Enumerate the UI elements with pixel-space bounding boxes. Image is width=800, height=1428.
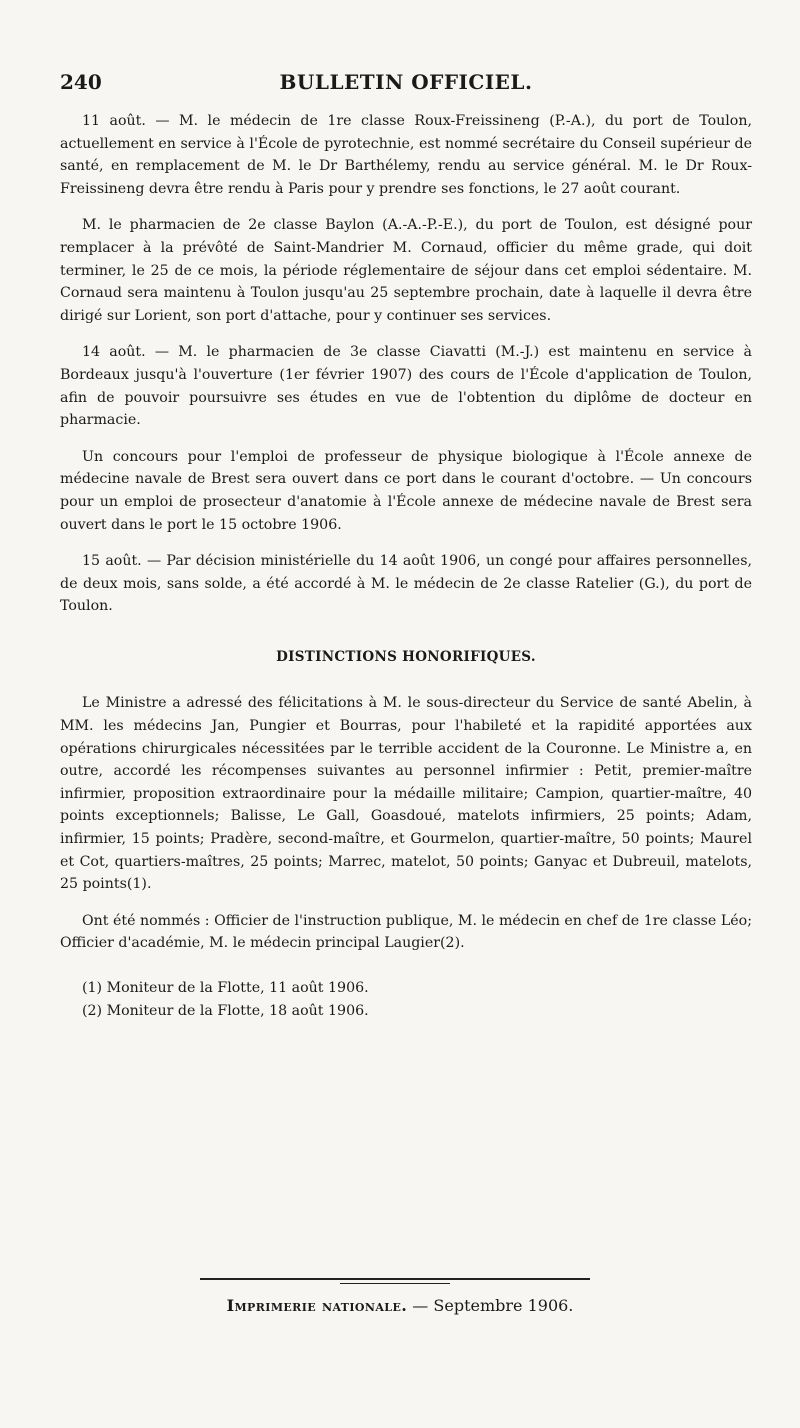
body-text xyxy=(60,110,752,955)
document-page xyxy=(60,70,752,1022)
footer-separator: — xyxy=(412,1296,429,1315)
paragraph-nominations: Ont été nommés : Officier de l'instruction publique, M. le médecin en chef de 1re classe Léo; Officier d'académie, M. le médecin principal Laugier(2). xyxy=(60,912,752,952)
page-number: 240 xyxy=(60,70,102,94)
footer-date: Septembre 1906. xyxy=(433,1296,574,1315)
paragraph-14-aout: 14 août. — M. le pharmacien de 3e classe Ciavatti (M.-J.) est maintenu en service à Bordeaux jusqu'à l'ouverture (1er février 1907) des cours de l'École d'application de Toulon, afin de pouvoir poursuivre ses études en vue de l'obtention du diplôme de docteur en pharmacie. xyxy=(60,344,752,429)
paragraph-concours: Un concours pour l'emploi de professeur de physique biologique à l'École annexe de médecine navale de Brest sera ouvert dans ce port dans le courant d'octobre. — Un concours pour un emploi de prosecteur d'anatomie à l'École annexe de médecine navale de Brest sera ouvert dans le port le 15 octobre 1906. xyxy=(60,448,752,533)
page-header xyxy=(60,70,752,110)
paragraph-baylon: M. le pharmacien de 2e classe Baylon (A.-A.-P.-E.), du port de Toulon, est désigné pour remplacer à la prévôté de Saint-Mandrier M. Cornaud, officier du même grade, qui doit terminer, le 25 de ce mois, la période réglementaire de séjour dans cet emploi sédentaire. M. Cornaud sera maintenu à Toulon jusqu'au 25 septembre prochain, date à laquelle il devra être dirigé sur Lorient, son port d'attache, pour y continuer ses services. xyxy=(60,217,752,324)
paragraph-15-aout: 15 août. — Par décision ministérielle du 14 août 1906, un congé pour affaires personnelles, de deux mois, sans solde, a été accordé à M. le médecin de 2e classe Ratelier (G.), du port de Toulon. xyxy=(60,553,752,615)
footnote-2: (2) Moniteur de la Flotte, 18 août 1906. xyxy=(82,1002,369,1019)
running-head: BULLETIN OFFICIEL. xyxy=(279,70,533,94)
footer-rule-short xyxy=(340,1283,450,1284)
imprint: Imprimerie nationale. xyxy=(226,1296,408,1315)
footnotes xyxy=(60,977,752,1022)
paragraph-11-aout: 11 août. — M. le médecin de 1re classe Roux-Freissineng (P.-A.), du port de Toulon, actuellement en service à l'École de pyrotechnie, est nommé secrétaire du Conseil supérieur de santé, en remplacement de M. le Dr Barthélemy, rendu au service général. M. le Dr Roux-Freissineng devra être rendu à Paris pour y prendre ses fonctions, le 27 août courant. xyxy=(60,113,752,197)
paragraph-felicitations: Le Ministre a adressé des félicitations à M. le sous-directeur du Service de santé Abelin, à MM. les médecins Jan, Pungier et Bourras, pour l'habileté et la rapidité apportées aux opérations chirurgicales nécessitées par le terrible accident de la Couronne. Le Ministre a, en outre, accordé les récompenses suivantes au personnel infirmier : Petit, premier-maître infirmier, proposition extraordinaire pour la médaille militaire; Campion, quartier-maître, 40 points exceptionnels; Balisse, Le Gall, Goasdoué, matelots infirmiers, 25 points; Adam, infirmier, 15 points; Pradère, second-maître, et Gourmelon, quartier-maître, 50 points; Maurel et Cot, quartiers-maîtres, 25 points; Marrec, matelot, 50 points; Ganyac et Dubreuil, matelots, 25 points(1). xyxy=(60,695,752,893)
footnote-1: (1) Moniteur de la Flotte, 11 août 1906. xyxy=(82,980,369,996)
footer-rule xyxy=(200,1278,590,1280)
section-title: DISTINCTIONS HONORIFIQUES. xyxy=(276,648,536,665)
page-footer xyxy=(0,1296,800,1315)
